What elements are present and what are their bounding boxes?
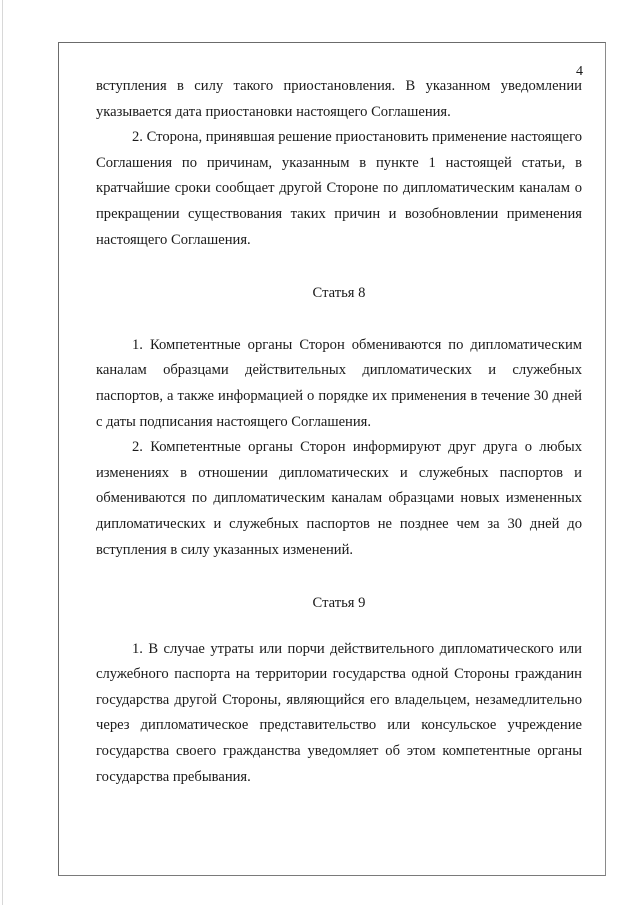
page-number: 4	[576, 64, 583, 79]
paragraph-resumption: 2. Сторона, принявшая решение приостановить применение настоящего Соглашения по причинам, указанным в пункте 1 настоящей статьи, в кратчайшие сроки сообщает другой Стороне по дипломатическим каналам о прекращении существования таких причин и возобновлении применения настоящего Соглашения.	[96, 129, 582, 248]
paragraph-article-8-item-2: 2. Компетентные органы Сторон информируют друг друга о любых изменениях в отношении дипломатических и служебных паспортов и обмениваются по дипломатическим каналам образцами новых измененных дипломатических и служебных паспортов не позднее чем за 30 дней до вступления в силу указанных изменений.	[96, 439, 582, 558]
paragraph-suspension-notice: вступления в силу такого приостановления. В указанном уведомлении указывается дата приостановки настоящего Соглашения.	[96, 78, 582, 120]
article-8-heading: Статья 8	[312, 285, 366, 302]
document-body	[96, 74, 582, 790]
paragraph-article-8-item-1: 1. Компетентные органы Сторон обмениваются по дипломатическим каналам образцами действительных дипломатических и служебных паспортов, а также информацией о порядке их применения в течение 30 дней с даты подписания настоящего Соглашения.	[96, 336, 582, 430]
article-9-heading: Статья 9	[312, 595, 366, 612]
paragraph-article-9-item-1: 1. В случае утраты или порчи действительного дипломатического или служебного паспорта на территории государства одной Стороны гражданин государства другой Стороны, являющийся его владельцем, незамедлительно через дипломатическое представительство или консульское учреждение государства своего гражданства уведомляет об этом компетентные органы государства пребывания.	[96, 640, 582, 785]
scan-edge-line	[2, 0, 3, 905]
